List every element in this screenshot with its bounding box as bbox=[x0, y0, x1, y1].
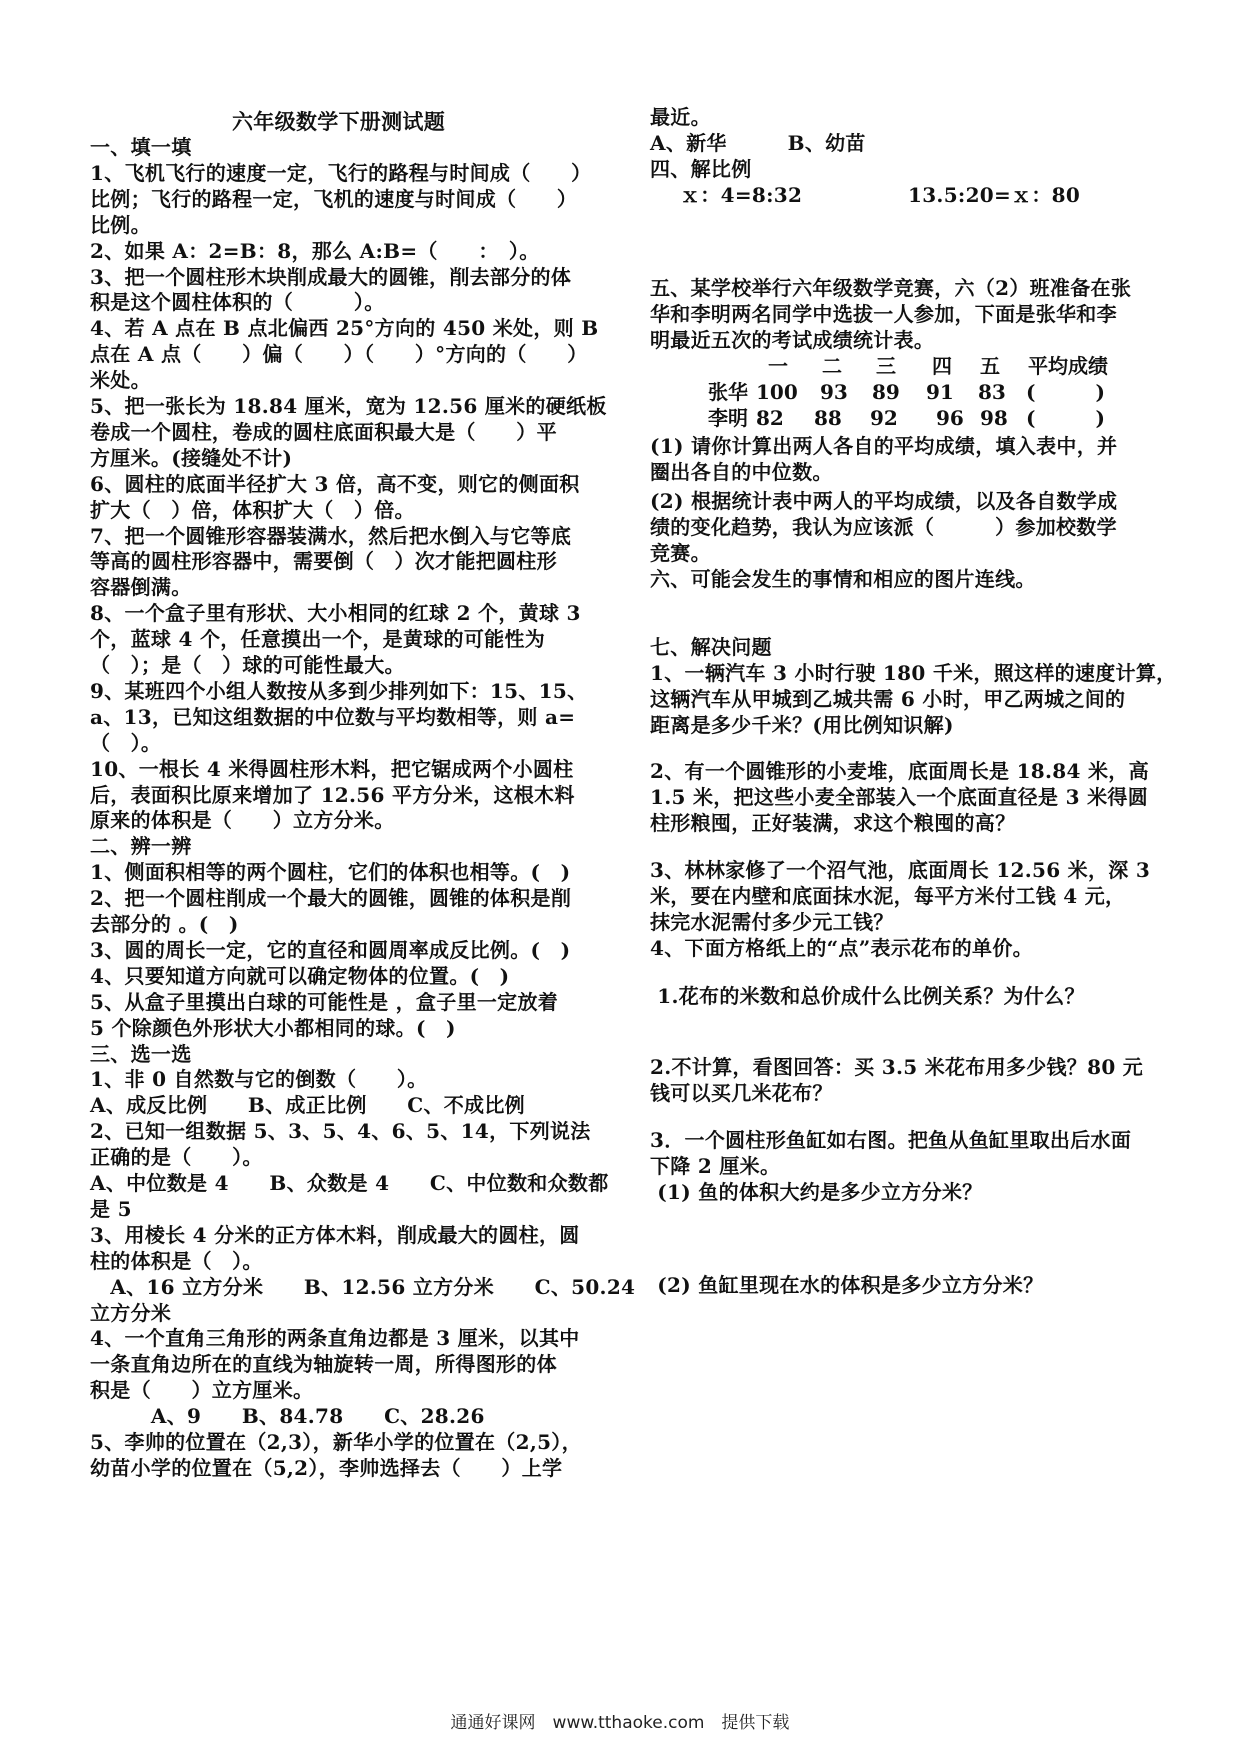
question-text-line: 原来的体积是（ ）立方分米。 bbox=[90, 808, 395, 832]
question-text-line: 圈出各自的中位数。 bbox=[650, 460, 833, 484]
question-text-line: 1、一辆汽车 3 小时行驶 180 千米，照这样的速度计算， bbox=[650, 661, 1177, 685]
table-header: 三 bbox=[876, 354, 896, 378]
page-footer: 通通好课网 www.tthaoke.com 提供下载 bbox=[450, 1713, 790, 1733]
question-text-line: （ ）；是（ ）球的可能性最大。 bbox=[90, 653, 405, 677]
question-text-line: (1) 鱼的体积大约是多少立方分米？ bbox=[650, 1180, 983, 1204]
question-text-line: A、中位数是 4 B、众数是 4 C、中位数和众数都 bbox=[90, 1171, 609, 1195]
question-text-line: 绩的变化趋势，我认为应该派（ ）参加校数学 bbox=[650, 515, 1117, 539]
question-text-line: 明最近五次的考试成绩统计表。 bbox=[650, 328, 935, 352]
question-text-line: 1、侧面积相等的两个圆柱，它们的体积也相等。( ) bbox=[90, 860, 571, 884]
question-text-line: 卷成一个圆柱，卷成的圆柱底面积最大是（ ）平 bbox=[90, 420, 557, 444]
table-cell: 91 bbox=[926, 380, 954, 404]
section-heading: 四、解比例 bbox=[650, 157, 752, 181]
page-title: 六年级数学下册测试题 bbox=[232, 109, 445, 134]
question-text-line: （ ）。 bbox=[90, 731, 162, 755]
question-text-line: 方厘米。(接缝处不计) bbox=[90, 446, 293, 470]
table-cell-name: 李明 bbox=[708, 406, 748, 430]
question-text-line: 华和李明两名同学中选拔一人参加，下面是张华和李 bbox=[650, 302, 1117, 326]
question-text-line: 2、有一个圆锥形的小麦堆，底面周长是 18.84 米，高 bbox=[650, 759, 1149, 783]
question-text-line: 是 5 bbox=[90, 1197, 132, 1221]
question-text-line: 3．一个圆柱形鱼缸如右图。把鱼从鱼缸里取出后水面 bbox=[650, 1128, 1132, 1152]
question-text-line: A、16 立方分米 B、12.56 立方分米 C、50.24 bbox=[90, 1275, 636, 1299]
question-text-line: a、13，已知这组数据的中位数与平均数相等，则 a= bbox=[90, 705, 576, 729]
proportion-equation: 13.5:20=ｘ：80 bbox=[908, 183, 1081, 207]
question-text-line: 4、只要知道方向就可以确定物体的位置。( ) bbox=[90, 964, 510, 988]
question-text-line: 米处。 bbox=[90, 368, 151, 392]
question-text-line: 正确的是（ ）。 bbox=[90, 1145, 263, 1169]
question-text-line: 这辆汽车从甲城到乙城共需 6 小时，甲乙两城之间的 bbox=[650, 687, 1126, 711]
question-text-line: 去部分的 。( ) bbox=[90, 912, 239, 936]
question-text-line: 5、李帅的位置在（2,3），新华小学的位置在（2,5）， bbox=[90, 1430, 582, 1454]
question-text-line: 1、飞机飞行的速度一定，飞行的路程与时间成（ ） bbox=[90, 161, 592, 185]
table-cell-name: 张华 bbox=[708, 380, 748, 404]
question-text-line: 钱可以买几米花布？ bbox=[650, 1081, 833, 1105]
table-cell: 88 bbox=[814, 406, 842, 430]
section-heading: 三、选一选 bbox=[90, 1042, 192, 1066]
question-text-line: 8、一个盒子里有形状、大小相同的红球 2 个，黄球 3 bbox=[90, 601, 581, 625]
table-cell: 96 bbox=[936, 406, 964, 430]
question-text-line: 柱的体积是（ ）。 bbox=[90, 1249, 263, 1273]
table-cell: 83 bbox=[978, 380, 1006, 404]
question-text-line: 2、已知一组数据 5、3、5、4、6、5、14，下列说法 bbox=[90, 1119, 591, 1143]
section-heading: 一、填一填 bbox=[90, 135, 192, 159]
question-text-line: 积是这个圆柱体积的（ ）。 bbox=[90, 290, 385, 314]
table-cell: 89 bbox=[872, 380, 900, 404]
table-cell: 100 bbox=[756, 380, 798, 404]
question-text-line: 3、林林家修了一个沼气池，底面周长 12.56 米，深 3 bbox=[650, 858, 1151, 882]
question-text-line: (2) 根据统计表中两人的平均成绩，以及各自数学成 bbox=[650, 489, 1118, 513]
question-text-line: A、9 B、84.78 C、28.26 bbox=[90, 1404, 485, 1428]
question-text-line: 5、把一张长为 18.84 厘米，宽为 12.56 厘米的硬纸板 bbox=[90, 394, 607, 418]
question-text-line: 比例；飞行的路程一定，飞机的速度与时间成（ ） bbox=[90, 187, 578, 211]
question-text-line: 个，蓝球 4 个，任意摸出一个，是黄球的可能性为 bbox=[90, 627, 546, 651]
table-cell-average: ( ) bbox=[1026, 380, 1105, 404]
question-text-line: 3、圆的周长一定，它的直径和圆周率成反比例。( ) bbox=[90, 938, 571, 962]
question-text-line: 2.不计算，看图回答：买 3.5 米花布用多少钱？80 元 bbox=[650, 1055, 1144, 1079]
question-text-line: 1.5 米，把这些小麦全部装入一个底面直径是 3 米得圆 bbox=[650, 785, 1148, 809]
section-heading: 二、辨一辨 bbox=[90, 834, 192, 858]
question-text-line: 抹完水泥需付多少元工钱？ bbox=[650, 910, 894, 934]
question-text-line: 扩大（ ）倍，体积扩大（ ）倍。 bbox=[90, 498, 415, 522]
table-cell: 92 bbox=[870, 406, 898, 430]
question-text-line: 3、用棱长 4 分米的正方体木料，削成最大的圆柱，圆 bbox=[90, 1223, 580, 1247]
question-text-line: 2、如果 A：2=B：8，那么 A:B=（ ： ）。 bbox=[90, 239, 540, 263]
question-text-line: (2) 鱼缸里现在水的体积是多少立方分米？ bbox=[650, 1273, 1044, 1297]
question-text-line: 5、从盒子里摸出白球的可能性是 ，盒子里一定放着 bbox=[90, 990, 559, 1014]
question-text-line: 4、若 A 点在 B 点北偏西 25°方向的 450 米处，则 B bbox=[90, 316, 599, 340]
score-table bbox=[650, 352, 1130, 436]
question-text-line: 最近。 bbox=[650, 105, 711, 129]
question-text-line: 6、圆柱的底面半径扩大 3 倍，高不变，则它的侧面积 bbox=[90, 472, 580, 496]
question-text-line: 柱形粮囤，正好装满，求这个粮囤的高？ bbox=[650, 811, 1016, 835]
question-text-line: 等高的圆柱形容器中，需要倒（ ）次才能把圆柱形 bbox=[90, 549, 557, 573]
table-cell: 82 bbox=[756, 406, 784, 430]
table-header: 五 bbox=[980, 354, 1000, 378]
question-text-line: A、成反比例 B、成正比例 C、不成比例 bbox=[90, 1093, 525, 1117]
question-text-line: 1.花布的米数和总价成什么比例关系？为什么？ bbox=[650, 984, 1085, 1008]
question-text-line: 1、非 0 自然数与它的倒数（ ）。 bbox=[90, 1067, 428, 1091]
question-text-line: 一条直角边所在的直线为轴旋转一周，所得图形的体 bbox=[90, 1352, 557, 1376]
table-header: 一 bbox=[768, 354, 788, 378]
table-header: 二 bbox=[822, 354, 842, 378]
question-text-line: 幼苗小学的位置在（5,2），李帅选择去（ ）上学 bbox=[90, 1456, 563, 1480]
question-text-line: 比例。 bbox=[90, 213, 151, 237]
question-text-line: 3、把一个圆柱形木块削成最大的圆锥，削去部分的体 bbox=[90, 265, 572, 289]
question-text-line: 10、一根长 4 米得圆柱形木料，把它锯成两个小圆柱 bbox=[90, 757, 574, 781]
question-text-line: 2、把一个圆柱削成一个最大的圆锥，圆锥的体积是削 bbox=[90, 886, 572, 910]
question-text-line: 五、某学校举行六年级数学竞赛，六（2）班准备在张 bbox=[650, 276, 1132, 300]
question-text-line: 容器倒满。 bbox=[90, 575, 192, 599]
question-text-line: 竞赛。 bbox=[650, 541, 711, 565]
question-text-line: 米，要在内壁和底面抹水泥，每平方米付工钱 4 元， bbox=[650, 884, 1126, 908]
option-line: A、新华 B、幼苗 bbox=[650, 131, 866, 155]
table-cell: 98 bbox=[980, 406, 1008, 430]
question-text-line: 4、下面方格纸上的“点”表示花布的单价。 bbox=[650, 936, 1033, 960]
table-header: 四 bbox=[932, 354, 952, 378]
question-text-line: 4、一个直角三角形的两条直角边都是 3 厘米，以其中 bbox=[90, 1326, 580, 1350]
section-heading: 七、解决问题 bbox=[650, 635, 772, 659]
question-text-line: 积是（ ）立方厘米。 bbox=[90, 1378, 314, 1402]
table-cell-average: ( ) bbox=[1026, 406, 1105, 430]
question-text-line: 点在 A 点（ ）偏（ ）（ ）°方向的（ ） bbox=[90, 342, 588, 366]
question-text-line: 后，表面积比原来增加了 12.56 平方分米，这根木料 bbox=[90, 783, 575, 807]
question-text-line: 7、把一个圆锥形容器装满水，然后把水倒入与它等底 bbox=[90, 524, 572, 548]
question-text-line: 立方分米 bbox=[90, 1301, 172, 1325]
table-header: 平均成绩 bbox=[1028, 354, 1108, 378]
question-text-line: 下降 2 厘米。 bbox=[650, 1154, 781, 1178]
question-text-line: 距离是多少千米？(用比例知识解) bbox=[650, 713, 954, 737]
proportion-equation: ｘ：4=8:32 bbox=[680, 183, 803, 207]
question-text-line: 9、某班四个小组人数按从多到少排列如下：15、15、 bbox=[90, 679, 588, 703]
table-cell: 93 bbox=[820, 380, 848, 404]
section-heading: 六、可能会发生的事情和相应的图片连线。 bbox=[650, 567, 1036, 591]
question-text-line: (1) 请你计算出两人各自的平均成绩，填入表中，并 bbox=[650, 434, 1118, 458]
question-text-line: 5 个除颜色外形状大小都相同的球。( ) bbox=[90, 1016, 456, 1040]
